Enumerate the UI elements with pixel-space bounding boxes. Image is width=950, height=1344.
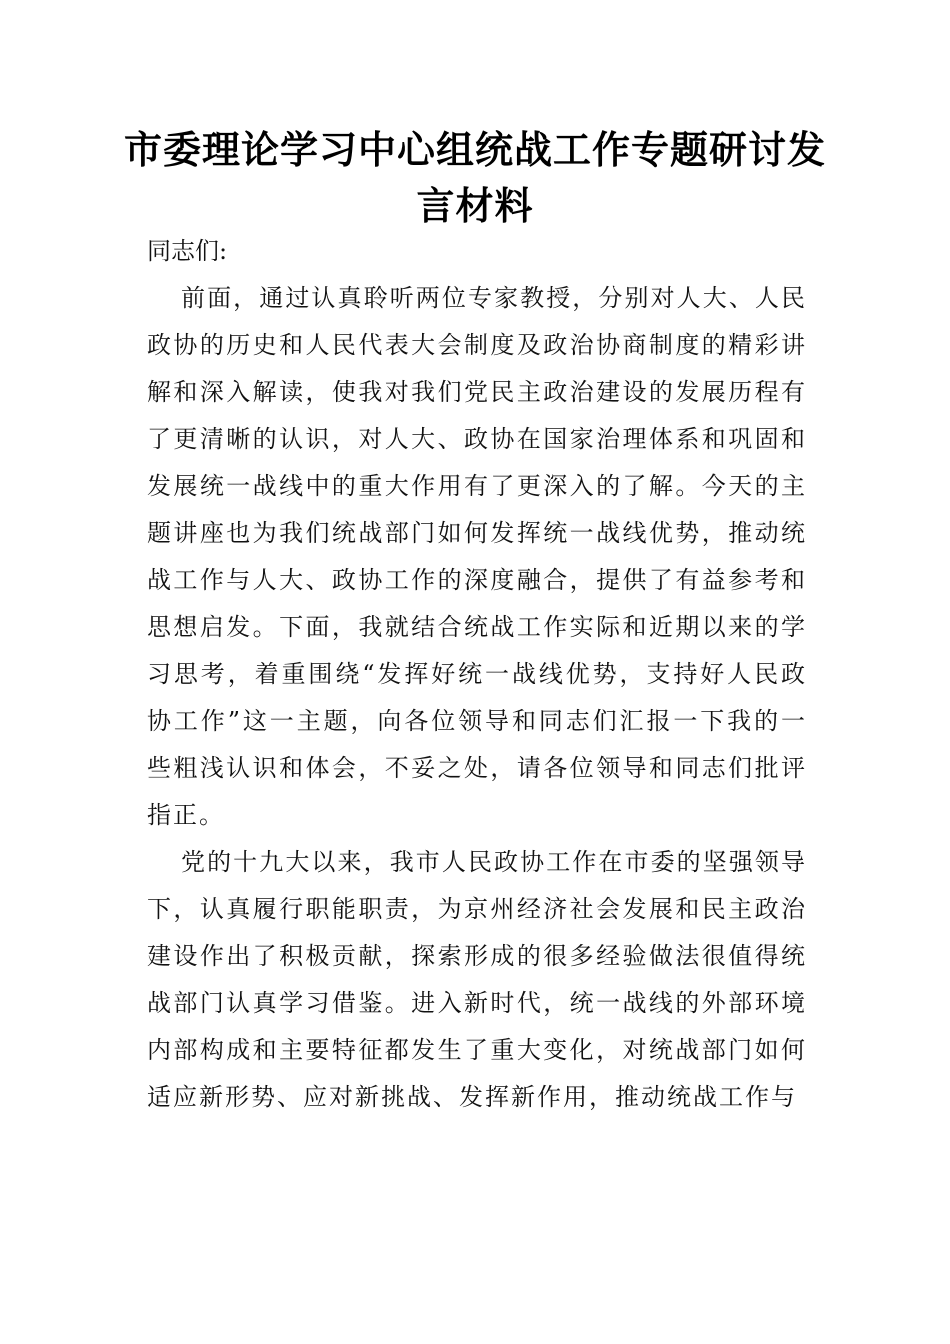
paragraph-1: 前面，通过认真聆听两位专家教授，分别对人大、人民政协的历史和人民代表大会制度及政治协商制度的精彩讲解和深入解读，使我对我们党民主政治建设的发展历程有了更清晰的认识，对人大、政协在国家治理体系和巩固和发展统一战线中的重大作用有了更深入的了解。今天的主题讲座也为我们统战部门如何发挥统一战线优势，推动统战工作与人大、政协工作的深度融合，提供了有益参考和思想启发。下面，我就结合统战工作实际和近期以来的学习思考，着重围绕“发挥好统一战线优势，支持好人民政协工作”这一主题，向各位领导和同志们汇报一下我的一些粗浅认识和体会，不妥之处，请各位领导和同志们批评指正。: [147, 284, 807, 829]
salutation: 同志们:: [147, 237, 228, 265]
document-body: [147, 228, 807, 1121]
document-title: 市委理论学习中心组统战工作专题研讨发言材料: [123, 127, 826, 228]
paragraph-2: 党的十九大以来，我市人民政协工作在市委的坚强领导下，认真履行职能职责，为京州经济社会发展和民主政治建设作出了积极贡献，探索形成的很多经验做法很值得统战部门认真学习借鉴。进入新时代，统一战线的外部环境内部构成和主要特征都发生了重大变化，对统战部门如何适应新形势、应对新挑战、发挥新作用，推动统战工作与: [147, 848, 807, 1111]
